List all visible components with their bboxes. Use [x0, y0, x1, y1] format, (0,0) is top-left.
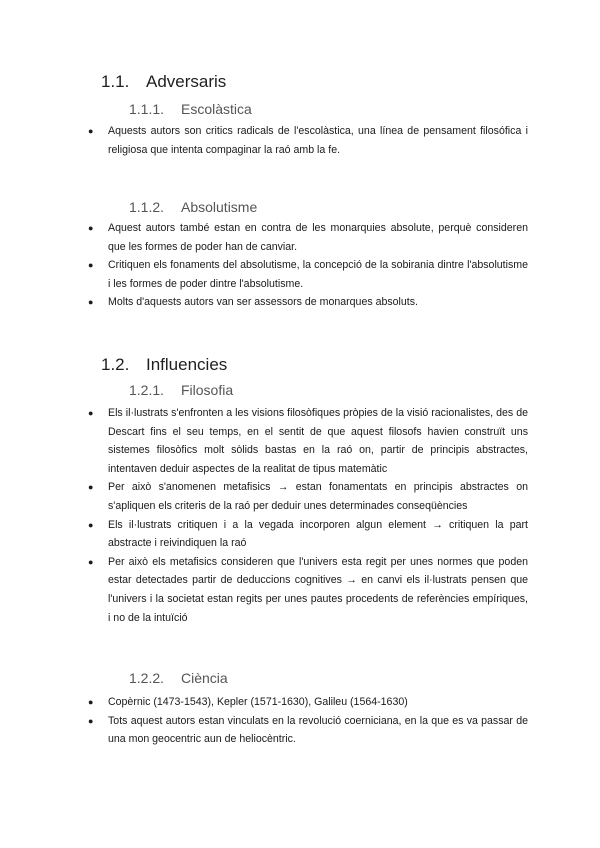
subsection-heading-ciencia [129, 669, 228, 687]
subsection-title: Escolàstica [181, 101, 252, 117]
bullet-list-ciencia [88, 693, 528, 749]
bullet-icon: ● [88, 126, 94, 136]
subsection-number: 1.2.1. [129, 382, 165, 398]
bullet-list-absolutisme [88, 219, 528, 312]
bullet-icon: ● [88, 223, 94, 233]
subsection-heading-absolutisme [129, 198, 257, 216]
list-item: ● Aquest autors també estan en contra de les monarquies absolute, perquè consideren que les formes de poder han de canviar. [88, 219, 528, 256]
section-number: 1.1. [101, 72, 130, 91]
bullet-icon: ● [88, 482, 94, 493]
section-number: 1.2. [101, 355, 130, 374]
list-item: ● Molts d'aquests autors van ser assessors de monarques absoluts. [88, 293, 528, 312]
subsection-number: 1.1.1. [129, 101, 165, 117]
list-item: ● Per això els metafisics consideren que l'univers esta regit per unes normes que poden estar detectades partir de deduccions cognitives → en canvi els il·lustrats pensen que l'univers i la societat estan regits per unes pautes procedents de referències empíriques, i no de la intuïció [88, 553, 528, 627]
section-heading-adversaris [101, 72, 226, 92]
subsection-heading-escolastica [129, 100, 252, 118]
bullet-icon: ● [88, 715, 94, 726]
subsection-title: Absolutisme [181, 199, 258, 215]
subsection-title: Filosofia [181, 382, 234, 398]
list-item: ● Copèrnic (1473-1543), Kepler (1571-1630), Galileu (1564-1630) [88, 693, 528, 712]
subsection-title: Ciència [181, 670, 228, 686]
section-title: Adversaris [146, 72, 227, 91]
bullet-icon: ● [88, 697, 94, 707]
bullet-list-escolastica [88, 122, 528, 159]
section-heading-influencies [101, 355, 227, 375]
list-item: ● Per això s'anomenen metafisics → estan fonamentats en principis abstractes on s'apliquen els criteris de la raó per deduir unes determinades conseqüències [88, 478, 528, 515]
bullet-list-filosofia [88, 404, 528, 627]
subsection-heading-filosofia [129, 381, 233, 399]
bullet-icon: ● [88, 297, 94, 308]
bullet-icon: ● [88, 519, 94, 530]
list-item: ● Els il·lustrats critiquen i a la vegada incorporen algun element → critiquen la part abstracte i reivindiquen la raó [88, 516, 528, 553]
subsection-number: 1.2.2. [129, 670, 165, 686]
list-item: ● Els il·lustrats s'enfronten a les visions filosòfiques pròpies de la visió racionalistes, des de Descart fins el seu temps, en el sentit de que aquest filosofs havien construït uns sistemes filosòfics molt sòlids bastas en la raó on, partir de principis abstractes, intentaven deduir aspectes de la realitat de tipus matemàtic [88, 404, 528, 478]
bullet-icon: ● [88, 408, 94, 418]
list-item: ● Aquests autors son critics radicals de l'escolàstica, una línea de pensament filosófica i religiosa que intenta compaginar la raó amb la fe. [88, 122, 528, 159]
list-item: ● Tots aquest autors estan vinculats en la revolució coerniciana, en la que es va passar de una mon geocentric aun de heliocèntric. [88, 712, 528, 749]
subsection-number: 1.1.2. [129, 199, 165, 215]
bullet-icon: ● [88, 556, 94, 567]
list-item: ● Critiquen els fonaments del absolutisme, la concepció de la sobirania dintre l'absolutisme i les formes de poder dintre l'absolutisme. [88, 256, 528, 293]
bullet-icon: ● [88, 260, 94, 271]
section-title: Influencies [146, 355, 228, 374]
